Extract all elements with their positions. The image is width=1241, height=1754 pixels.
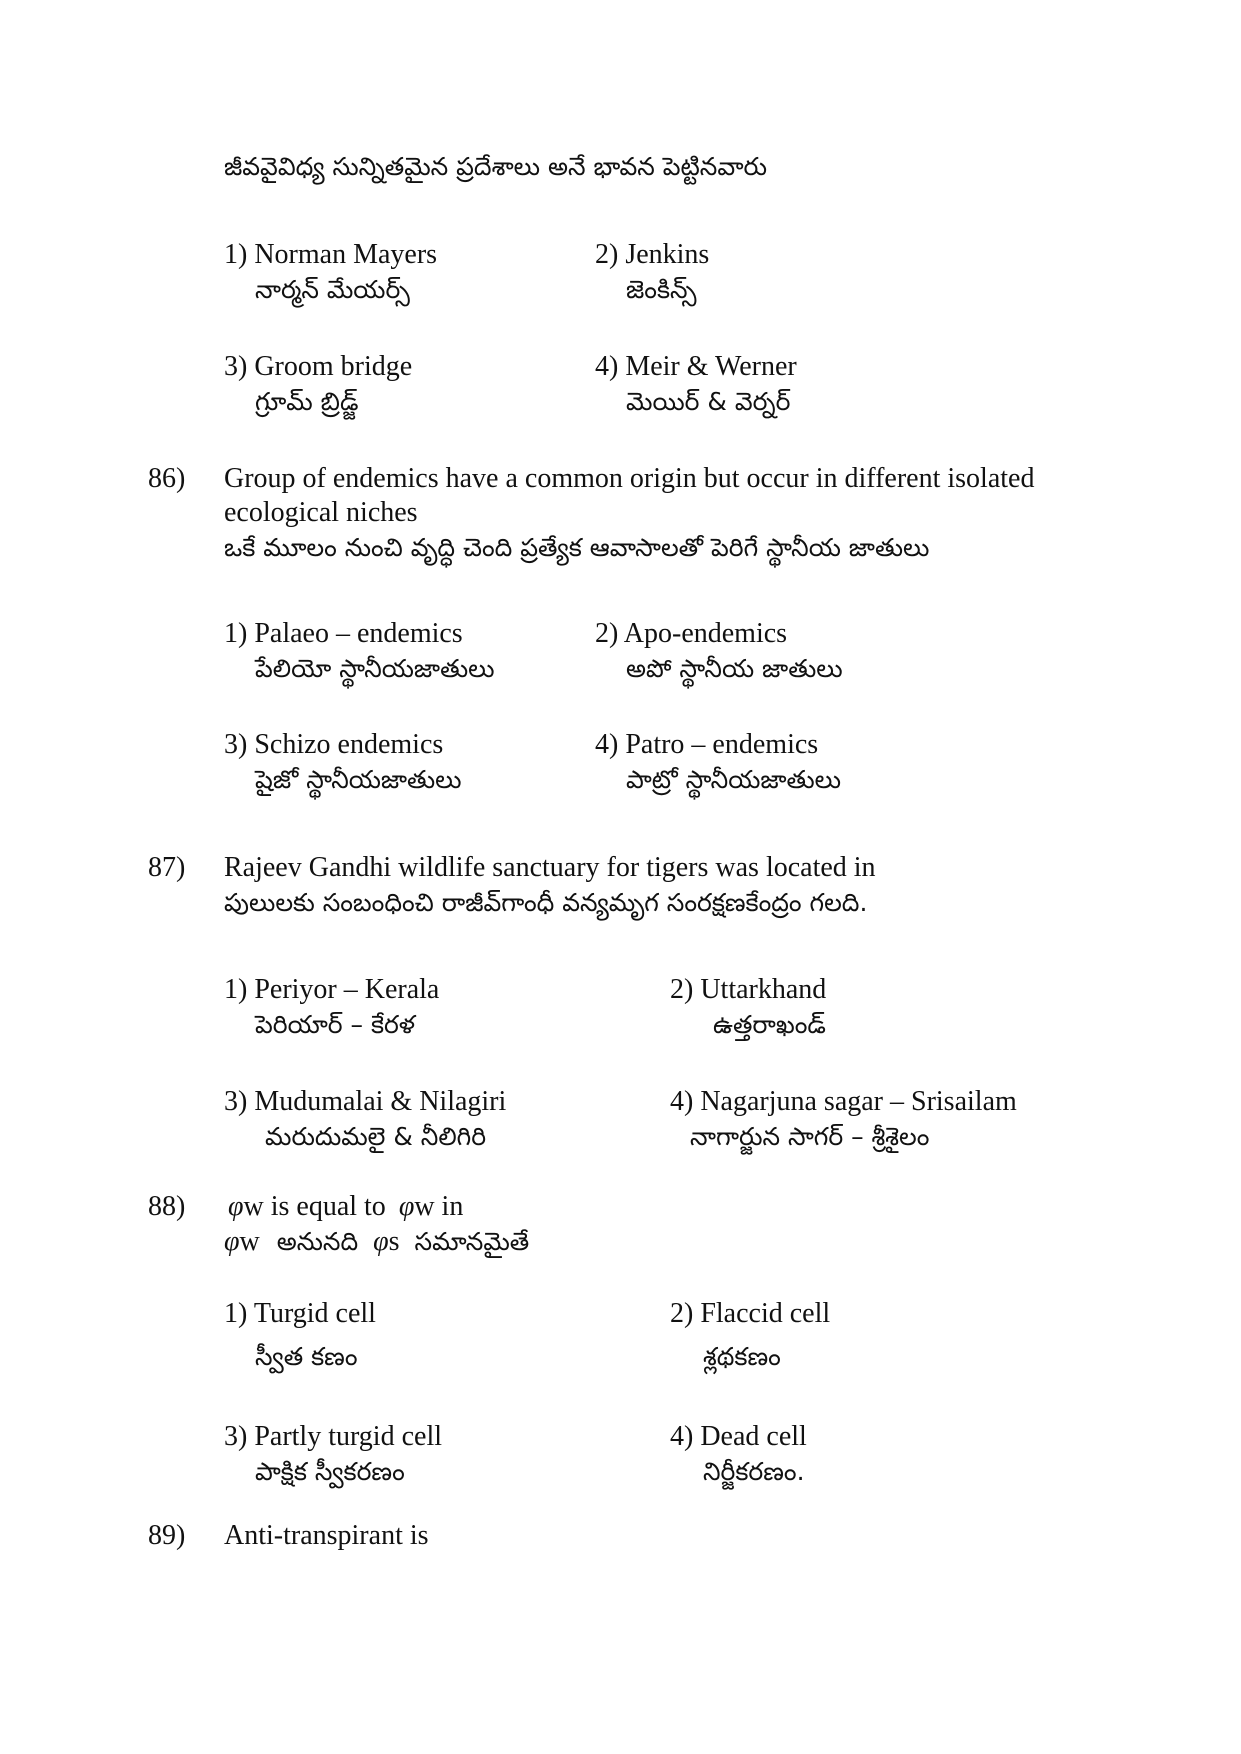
q88-stem-part-b: w in xyxy=(414,1191,464,1222)
q86-option-1-telugu: పేలియో స్థానీయజాతులు xyxy=(255,654,495,683)
q88-stem-te-part-b: సమానమైతే xyxy=(414,1227,530,1256)
q85-option-1-telugu: నార్మన్ మేయర్స్ xyxy=(255,275,410,304)
q85-stem-telugu: జీవవైవిధ్య సున్నితమైన ప్రదేశాలు అనే భావన పెట్టినవారు xyxy=(224,152,768,181)
q86-option-4-telugu: పాట్రో స్థానీయజాతులు xyxy=(626,765,841,794)
q85-option-2: 2) Jenkins xyxy=(595,239,710,270)
q85-option-4-telugu: మెయిర్ & వెర్నర్ xyxy=(626,387,791,416)
q87-option-1: 1) Periyor – Kerala xyxy=(224,974,440,1005)
q88-option-3: 3) Partly turgid cell xyxy=(224,1421,442,1452)
q86-option-2: 2) Apo-endemics xyxy=(595,618,788,649)
q87-option-1-telugu: పెరియార్ – కేరళ xyxy=(255,1010,415,1039)
q87-number: 87) xyxy=(148,852,186,883)
q85-option-1: 1) Norman Mayers xyxy=(224,239,438,270)
q86-stem-english-line-2: ecological niches xyxy=(224,497,418,528)
q87-option-2: 2) Uttarkhand xyxy=(670,974,827,1005)
q87-option-3: 3) Mudumalai & Nilagiri xyxy=(224,1086,507,1117)
q88-number: 88) xyxy=(148,1191,186,1222)
q88-option-3-telugu: పాక్షిక స్వీకరణం xyxy=(255,1457,405,1486)
q87-option-3-telugu: మరుదుమలై & నీలిగిరి xyxy=(265,1122,487,1151)
q85-option-2-telugu: జెంకిన్స్ xyxy=(626,275,697,304)
q86-option-3-telugu: షైజో స్థానీయజాతులు xyxy=(255,765,462,794)
q86-option-2-telugu: అపో స్థానీయ జాతులు xyxy=(626,654,843,683)
q86-option-4: 4) Patro – endemics xyxy=(595,729,819,760)
q86-option-3: 3) Schizo endemics xyxy=(224,729,444,760)
q86-option-1: 1) Palaeo – endemics xyxy=(224,618,463,649)
q88-stem-te-part-a: అనునది xyxy=(276,1227,359,1256)
phi-symbol: φ xyxy=(224,1226,240,1257)
q89-stem-english: Anti-transpirant is xyxy=(224,1520,429,1551)
q88-option-2: 2) Flaccid cell xyxy=(670,1298,831,1329)
q87-stem-english: Rajeev Gandhi wildlife sanctuary for tigers was located in xyxy=(224,852,876,883)
phi-symbol: φ xyxy=(398,1191,415,1222)
q88-stem-english xyxy=(228,1190,463,1224)
q88-option-1: 1) Turgid cell xyxy=(224,1298,376,1329)
q88-option-1-telugu: స్వీత కణం xyxy=(255,1342,358,1371)
q88-option-4: 4) Dead cell xyxy=(670,1421,807,1452)
q87-stem-telugu: పులులకు సంబంధించి రాజీవ్‌గాంధీ వన్యమృగ సంరక్షణకేంద్రం గలది. xyxy=(224,888,868,917)
q88-stem-te-s: s xyxy=(388,1226,400,1257)
q88-option-4-telugu: నిర్జీకరణం. xyxy=(703,1457,805,1486)
q85-option-3: 3) Groom bridge xyxy=(224,351,413,382)
q88-option-2-telugu: శ్లథకణం xyxy=(703,1342,781,1371)
q88-stem-te-w: w xyxy=(239,1226,260,1257)
q85-option-3-telugu: గ్రూమ్ బ్రిడ్జ్ xyxy=(255,387,359,416)
q87-option-2-telugu: ఉత్తరాఖండ్ xyxy=(713,1010,826,1039)
q87-option-4: 4) Nagarjuna sagar – Srisailam xyxy=(670,1086,1017,1117)
phi-symbol: φ xyxy=(228,1191,244,1222)
q88-stem-telugu xyxy=(224,1225,529,1259)
q86-stem-telugu: ఒకే మూలం నుంచి వృద్ధి చెంది ప్రత్యేక ఆవాసాలతో పెరిగే స్థానీయ జాతులు xyxy=(224,533,930,562)
q87-option-4-telugu: నాగార్జున సాగర్ – శ్రీశైలం xyxy=(690,1122,930,1151)
q85-option-4: 4) Meir & Werner xyxy=(595,351,797,382)
q86-number: 86) xyxy=(148,463,186,494)
q88-stem-part-a: w is equal to xyxy=(243,1191,386,1222)
q89-number: 89) xyxy=(148,1520,186,1551)
phi-symbol: φ xyxy=(373,1226,389,1257)
q86-stem-english-line-1: Group of endemics have a common origin but occur in different isolated xyxy=(224,463,1035,494)
